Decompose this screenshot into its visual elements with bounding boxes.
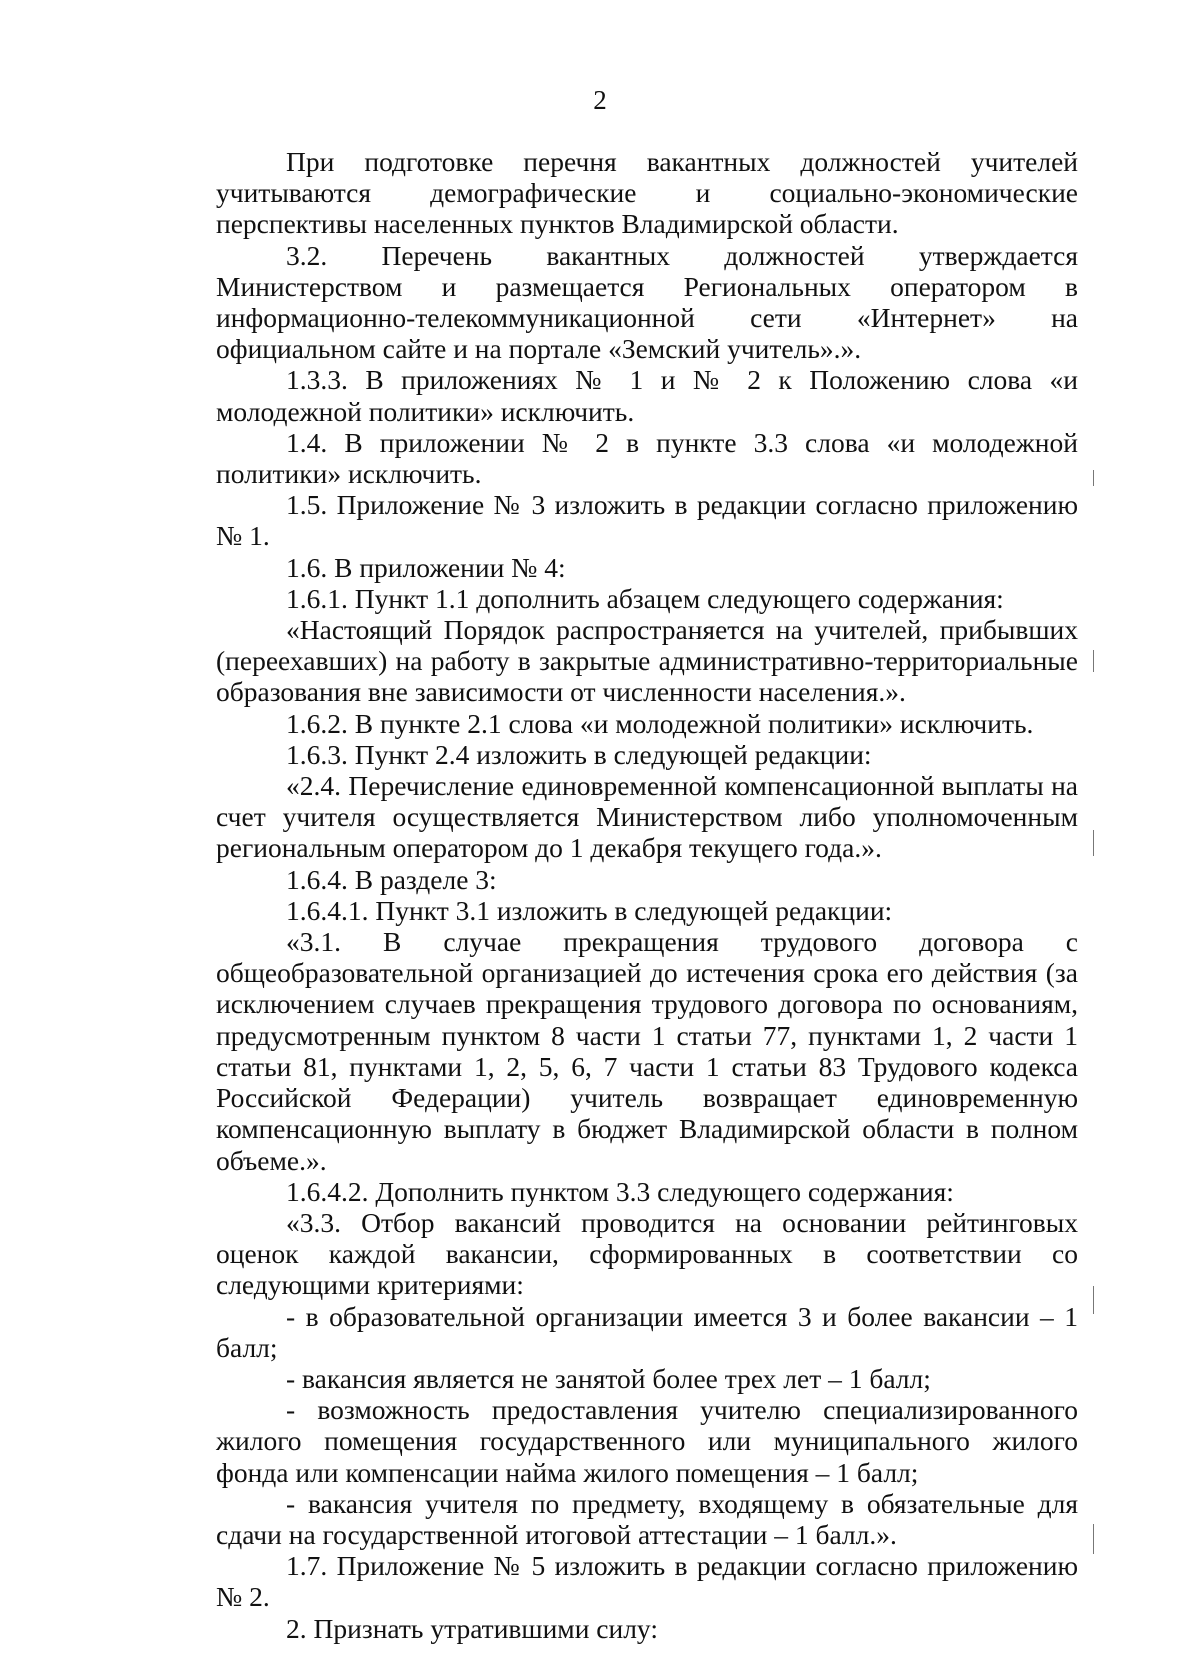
paragraph-2: 2. Признать утратившими силу: [286, 1612, 658, 1644]
paragraph-1-6-4-2: 1.6.4.2. Дополнить пунктом 3.3 следующего содержания: [286, 1175, 954, 1207]
paragraph-3-2: 3.2. Перечень вакантных должностей утверждается Министерством и размещается Региональных оператором в информационно-телекоммуникационной сети «Интернет» на официальном сайте и на портале «Земский учитель».». [216, 239, 1078, 365]
scan-margin-mark [1093, 1524, 1094, 1554]
paragraph-1-4: 1.4. В приложении № 2 в пункте 3.3 слова «и молодежной политики» исключить. [216, 426, 1078, 490]
paragraph-1-6-1: 1.6.1. Пункт 1.1 дополнить абзацем следующего содержания: [286, 582, 1004, 614]
paragraph-1-3-3: 1.3.3. В приложениях № 1 и № 2 к Положению слова «и молодежной политики» исключить. [216, 364, 1078, 427]
scan-margin-mark [1093, 650, 1094, 672]
scan-margin-mark [1093, 1286, 1094, 1314]
paragraph-1-6-4: 1.6.4. В разделе 3: [286, 863, 497, 895]
scan-margin-mark [1093, 830, 1094, 856]
document-body [216, 146, 1078, 1644]
criteria-item-3: - возможность предоставления учителю специализированного жилого помещения государственного или муниципального жилого фонда или компенсации найма жилого помещения – 1 балл; [216, 1394, 1078, 1488]
paragraph-quote-1-1: «Настоящий Порядок распространяется на учителей, прибывших (переехавших) на работу в закрытые административно-территориальные образования вне зависимости от численности населения.». [216, 614, 1078, 708]
criteria-item-1: - в образовательной организации имеется 3 и более вакансии – 1 балл; [216, 1300, 1078, 1363]
paragraph-1-6-2: 1.6.2. В пункте 2.1 слова «и молодежной политики» исключить. [286, 707, 1034, 739]
paragraph-1-5: 1.5. Приложение № 3 изложить в редакции согласно приложению № 1. [216, 489, 1078, 552]
paragraph-1-6-3: 1.6.3. Пункт 2.4 изложить в следующей редакции: [286, 738, 872, 770]
page-number: 2 [593, 85, 607, 115]
paragraph-1-6: 1.6. В приложении № 4: [286, 551, 566, 583]
paragraph-vacancy-list-factors: При подготовке перечня вакантных должностей учителей учитываются демографические и социально-экономические перспективы населенных пунктов Владимирской области. [216, 146, 1078, 240]
criteria-item-2: - вакансия является не занятой более трех лет – 1 балл; [286, 1362, 931, 1394]
paragraph-quote-2-4: «2.4. Перечисление единовременной компенсационной выплаты на счет учителя осуществляется Министерством либо уполномоченным региональным оператором до 1 декабря текущего года.». [216, 770, 1078, 864]
criteria-item-4: - вакансия учителя по предмету, входящему в обязательные для сдачи на государственной итоговой аттестации – 1 балл.». [216, 1487, 1078, 1550]
paragraph-1-7: 1.7. Приложение № 5 изложить в редакции согласно приложению № 2. [216, 1550, 1078, 1613]
paragraph-quote-3-3: «3.3. Отбор вакансий проводится на основании рейтинговых оценок каждой вакансии, сформированных в соответствии со следующими критериями: [216, 1206, 1078, 1301]
paragraph-quote-3-1: «3.1. В случае прекращения трудового договора с общеобразовательной организацией до истечения срока его действия (за исключением случаев прекращения трудового договора по основаниям, предусмотренным пунктом 8 части 1 статьи 77, пунктами 1, 2 части 1 статьи 81, пунктами 1, 2, 5, 6, 7 части 1 статьи 83 Трудового кодекса Российской Федерации) учитель возвращает единовременную компенсационную выплату в бюджет Владимирской области в полном объеме.». [216, 926, 1078, 1176]
paragraph-1-6-4-1: 1.6.4.1. Пункт 3.1 изложить в следующей редакции: [286, 894, 893, 926]
scan-margin-mark [1093, 470, 1094, 486]
